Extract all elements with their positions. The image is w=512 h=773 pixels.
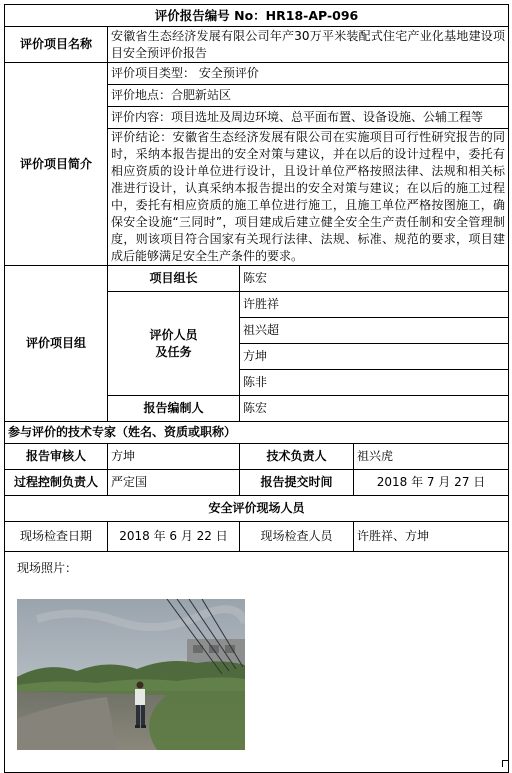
site-people: 许胜祥、方坤 (354, 522, 509, 552)
reviewer-label: 报告审核人 (5, 444, 108, 470)
site-section-label: 安全评价现场人员 (5, 496, 509, 522)
site-date: 2018 年 6 月 22 日 (108, 522, 240, 552)
project-type: 评价项目类型： 安全预评价 (108, 63, 509, 85)
compiler: 陈宏 (240, 396, 509, 422)
experts-label: 参与评价的技术专家（姓名、资质或职称） (5, 422, 509, 444)
site-photo (17, 599, 245, 750)
project-name-value: 安徽省生态经济发展有限公司年产30万平米装配式住宅产业化基地建设项目安全预评价报告 (108, 27, 509, 63)
team-member: 许胜祥 (240, 292, 509, 318)
team-members-label-line2: 及任务 (155, 344, 192, 359)
tech-lead: 祖兴虎 (354, 444, 509, 470)
submit-date: 2018 年 7 月 27 日 (354, 470, 509, 496)
team-member: 陈非 (240, 370, 509, 396)
project-location: 评价地点：合肥新站区 (108, 85, 509, 107)
project-name-label: 评价项目名称 (5, 27, 108, 63)
project-summary-label: 评价项目简介 (5, 63, 108, 266)
project-conclusion: 评价结论：安徽省生态经济发展有限公司在实施项目可行性研究报告的同时，采纳本报告提出的安全对策与建议，并在以后的设计过程中，委托有相应资质的设计单位进行设计，且设计单位严格按照法律、法规和相关标准进行设计，认真采纳本报告提出的安全对策与建议；在以后的施工过程中，委托有相应资质的施工单位进行施工，且施工单位严格按图施工，确保安全设施“三同时”，项目建成后建立健全安全生产责任制和安全管理制度，则该项目符合国家有关现行法律、法规、标准、规范的要求，项目建成后能够满足安全生产条件的要求。 (108, 129, 509, 266)
compiler-label: 报告编制人 (108, 396, 240, 422)
process-control: 严定国 (108, 470, 240, 496)
evaluation-report-table (4, 4, 509, 773)
tech-lead-label: 技术负责人 (240, 444, 354, 470)
team-member: 祖兴超 (240, 318, 509, 344)
report-title: 评价报告编号 No：HR18-AP-096 (5, 5, 509, 27)
team-leader-label: 项目组长 (108, 266, 240, 292)
team-members-label-line1: 评价人员 (149, 327, 198, 342)
reviewer: 方坤 (108, 444, 240, 470)
submit-time-label: 报告提交时间 (240, 470, 354, 496)
process-control-label: 过程控制负责人 (5, 470, 108, 496)
project-team-label: 评价项目组 (5, 266, 108, 422)
site-photo-cell (5, 552, 509, 773)
site-photo-label: 现场照片： (17, 561, 78, 575)
site-people-label: 现场检查人员 (240, 522, 354, 552)
team-members-label (108, 292, 240, 396)
project-content: 评价内容：项目选址及周边环境、总平面布置、设备设施、公辅工程等 (108, 107, 509, 129)
page-corner-mark (502, 760, 509, 767)
team-member: 方坤 (240, 344, 509, 370)
site-date-label: 现场检查日期 (5, 522, 108, 552)
team-leader: 陈宏 (240, 266, 509, 292)
